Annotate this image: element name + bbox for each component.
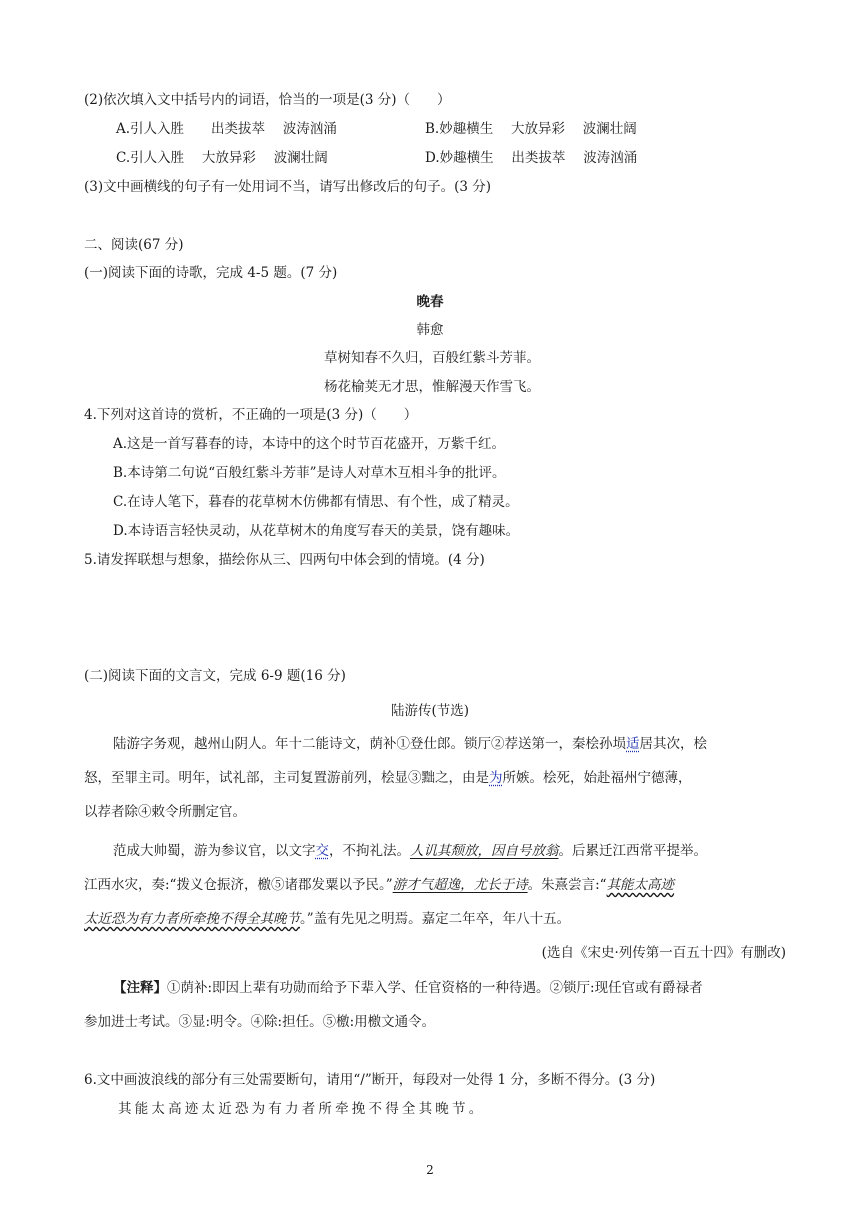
text-run: 陆游字务观，越州山阴人。年十二能诗文，荫补①登仕郎。锁厅②荐送第一，秦桧孙埙: [113, 736, 626, 752]
passage-p1-line-3: 以荐者除④敕令所删定官。: [84, 804, 246, 820]
text-run: 怒，至罪主司。明年，试礼部，主司复置游前列，桧显③黜之，由是: [84, 770, 489, 786]
question-4-option-a: A.这是一首写暮春的诗，本诗中的这个时节百花盛开，万紫千红。: [113, 436, 506, 452]
text-run: 。”盖有先见之明焉。嘉定二年卒，年八十五。: [300, 911, 571, 927]
passage-p2-line-2: [84, 876, 674, 894]
poem-line-2: 杨花榆荚无才思，惟解漫天作雪飞。: [324, 379, 540, 395]
wavy-underlined-sentence: 太近恐为有力者所牵挽不得全其晚节: [84, 911, 300, 927]
passage-p1-line-2: [84, 769, 692, 787]
passage-p2-line-3: [84, 910, 570, 928]
text-run: 所嫉。桧死，始赴福州宁德薄，: [502, 770, 692, 786]
question-6-text: 其能太高迹太近恐为有力者所牵挽不得全其晚节。: [118, 1101, 486, 1117]
passage-p2-line-1: [113, 842, 707, 860]
question-5: 5.请发挥联想与想象，描绘你从三、四两句中体会到的情境。(4 分): [84, 552, 485, 568]
question-2-option-d: D.妙趣横生 出类拔萃 波涛汹涌: [425, 150, 638, 166]
underlined-sentence: 人讥其颓放，因自号放翁: [410, 843, 559, 859]
notes-line-2: 参加进士考试。③显:明令。④除:担任。⑤檄:用檄文通令。: [84, 1014, 436, 1030]
question-4-option-d: D.本诗语言轻快灵动，从花草树木的角度写春天的美景，饶有趣味。: [113, 523, 520, 539]
page-number: 2: [426, 1163, 434, 1177]
section-heading: 二、阅读(67 分): [84, 237, 184, 253]
underlined-sentence: 游才气超逸，尤长于诗: [392, 877, 528, 893]
key-word-shi: 适: [626, 736, 640, 752]
text-run: ①荫补:即因上辈有功勋而给予下辈入学、任官资格的一种待遇。②锁厅:现任官或有爵禄者: [167, 980, 703, 996]
key-word-wei: 为: [489, 770, 503, 786]
passage-source: (选自《宋史·列传第一百五十四》有删改): [541, 945, 786, 961]
question-3: (3)文中画横线的句子有一处用词不当，请写出修改后的句子。(3 分): [84, 179, 492, 195]
poem-author: 韩愈: [416, 322, 444, 338]
passage-p1-line-1: [113, 735, 707, 753]
text-run: 。后累迁江西常平提举。: [558, 843, 707, 859]
question-4-stem: 4.下列对这首诗的赏析，不正确的一项是(3 分)（ ）: [84, 407, 418, 423]
question-2-option-c: C.引人入胜 大放异彩 波澜壮阔: [116, 150, 328, 166]
text-run: 江西水灾，奏:“拨义仓振济，檄⑤诸郡发粟以予民。”: [84, 877, 393, 893]
text-run: ，不拘礼法。: [329, 843, 410, 859]
question-2-option-a: A.引人入胜 出类拔萃 波涛汹涌: [116, 121, 337, 137]
key-word-jiao: 交: [315, 843, 329, 859]
question-2-option-b: B.妙趣横生 大放异彩 波澜壮阔: [425, 121, 637, 137]
notes-label: 【注释】: [113, 980, 167, 996]
wavy-underlined-sentence: 其能太高迹: [606, 877, 675, 893]
question-4-option-c: C.在诗人笔下，暮春的花草树木仿佛都有情思、有个性，成了精灵。: [113, 494, 519, 510]
question-2-stem: (2)依次填入文中括号内的词语，恰当的一项是(3 分)（ ）: [84, 92, 451, 108]
poem-title: 晚春: [416, 294, 444, 310]
question-6: 6.文中画波浪线的部分有三处需要断句，请用“/”断开，每段对一处得 1 分，多断不得分。(3 分): [84, 1072, 656, 1088]
notes-line-1: [113, 979, 703, 997]
part-1-intro: (一)阅读下面的诗歌，完成 4-5 题。(7 分): [84, 265, 338, 281]
text-run: 居其次，桧: [639, 736, 707, 752]
poem-line-1: 草树知春不久归，百般红紫斗芳菲。: [324, 350, 540, 366]
passage-title: 陆游传(节选): [390, 703, 470, 719]
part-2-intro: (二)阅读下面的文言文，完成 6-9 题(16 分): [84, 668, 346, 684]
question-4-option-b: B.本诗第二句说“百般红紫斗芳菲”是诗人对草木互相斗争的批评。: [113, 465, 506, 481]
text-run: 范成大帅蜀，游为参议官，以文字: [113, 843, 316, 859]
text-run: 。朱熹尝言:“: [527, 877, 607, 893]
